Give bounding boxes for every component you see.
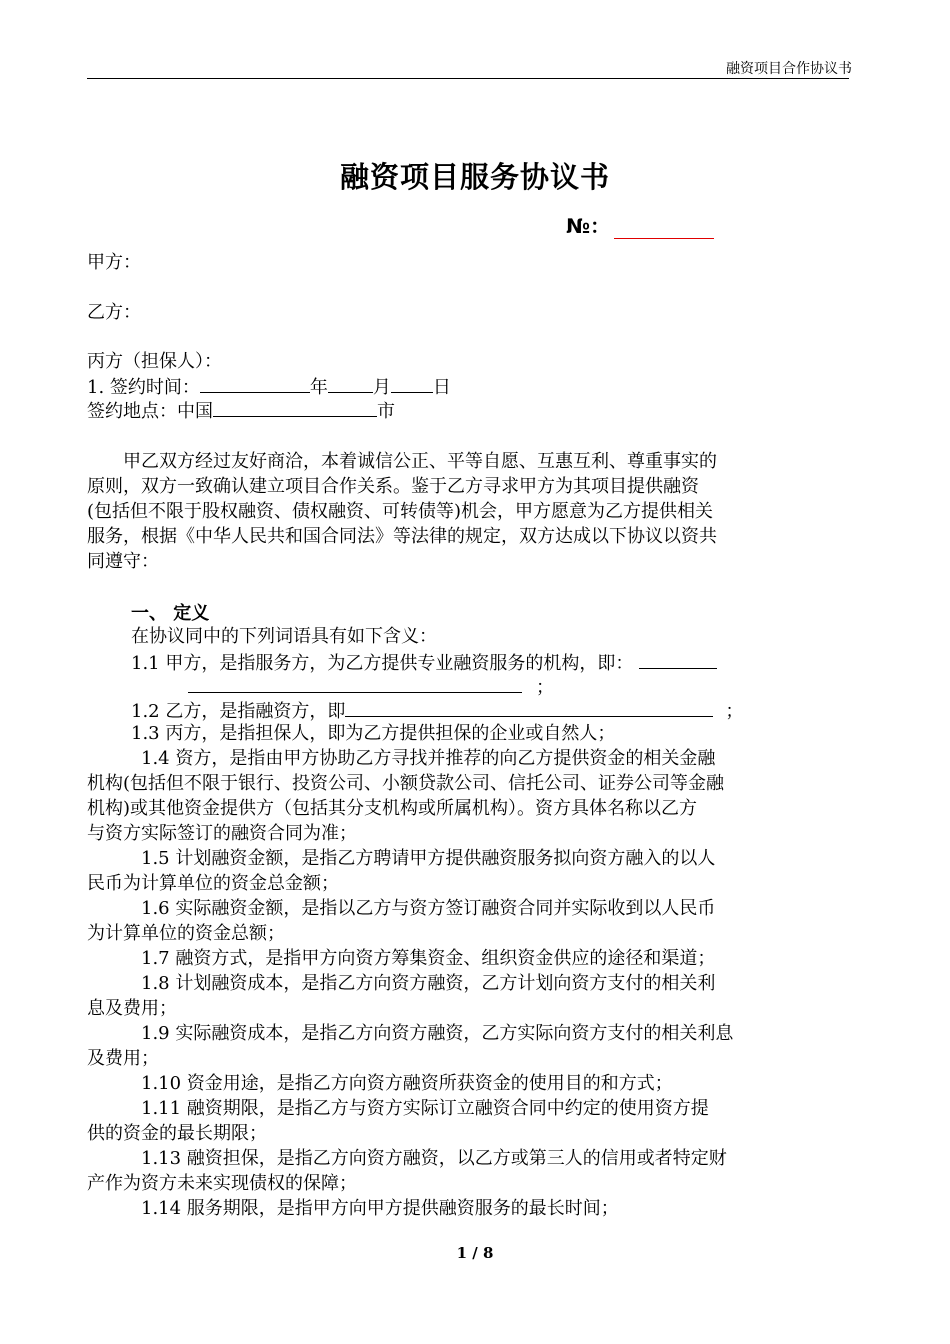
intro-line: 服务，根据《中华人民共和国合同法》等法律的规定，双方达成以下协议以资共 <box>87 526 717 547</box>
definition-1-1-end: ； <box>536 677 554 698</box>
intro-line: (包括但不限于股权融资、债权融资、可转债等)机会，甲方愿意为乙方提供相关 <box>87 501 714 522</box>
definition-1-2-text: 1.2 乙方，是指融资方，即 <box>131 701 346 722</box>
intro-paragraph <box>87 449 849 574</box>
definition-1-1-continued <box>188 674 554 699</box>
definition-line: 产作为资方未来实现债权的保障； <box>87 1173 357 1194</box>
definition-line: 1.13 融资担保，是指乙方向资方融资，以乙方或第三人的信用或者特定财 <box>87 1148 727 1169</box>
definition-1-2-end: ； <box>725 701 744 722</box>
document-number-label: №： <box>566 214 611 238</box>
signing-time-line <box>87 374 451 399</box>
signing-city-blank[interactable] <box>213 398 377 417</box>
signing-day-label: 日 <box>432 377 451 398</box>
signing-day-blank[interactable] <box>391 374 433 393</box>
definition-1-3: 1.3 丙方，是指担保人，即为乙方提供担保的企业或自然人； <box>131 723 616 744</box>
party-b-label: 乙方： <box>87 302 141 323</box>
intro-line: 甲乙双方经过友好商洽，本着诚信公正、平等自愿、互惠互利、尊重事实的 <box>87 451 717 472</box>
document-number <box>566 210 714 239</box>
definition-line: 1.7 融资方式，是指甲方向资方筹集资金、组织资金供应的途径和渠道； <box>87 948 716 969</box>
signing-place-label: 签约地点：中国 <box>87 401 213 422</box>
definition-line: 1.11 融资期限，是指乙方与资方实际订立融资合同中约定的使用资方提 <box>87 1098 709 1119</box>
page-number: 1 / 8 <box>456 1244 494 1262</box>
intro-line: 原则，双方一致确认建立项目合作关系。鉴于乙方寻求甲方为其项目提供融资 <box>87 476 699 497</box>
definition-line: 供的资金的最长期限； <box>87 1123 267 1144</box>
definition-line: 1.9 实际融资成本，是指乙方向资方融资，乙方实际向资方支付的相关利息 <box>87 1023 734 1044</box>
definition-line: 息及费用； <box>87 998 177 1019</box>
document-title: 融资项目服务协议书 <box>339 160 610 194</box>
definitions-body <box>87 746 849 1221</box>
party-a-name-blank[interactable] <box>639 650 717 669</box>
definition-line: 为计算单位的资金总额； <box>87 923 285 944</box>
definition-line: 民币为计算单位的资金总金额； <box>87 873 339 894</box>
definition-line: 1.8 计划融资成本，是指乙方向资方融资，乙方计划向资方支付的相关利 <box>87 973 716 994</box>
party-c-label: 丙方（担保人）： <box>87 351 222 372</box>
signing-month-label: 月 <box>372 377 391 398</box>
document-number-blank[interactable] <box>614 216 714 239</box>
header-divider <box>87 78 849 79</box>
intro-line: 同遵守： <box>87 551 159 572</box>
definition-line: 1.10 资金用途，是指乙方向资方融资所获资金的使用目的和方式； <box>87 1073 673 1094</box>
definition-line: 机构(包括但不限于银行、投资公司、小额贷款公司、信托公司、证券公司等金融 <box>87 773 725 794</box>
definition-line: 机构)或其他资金提供方（包括其分支机构或所属机构）。资方具体名称以乙方 <box>87 798 698 819</box>
signing-time-label: 1. 签约时间： <box>87 377 200 398</box>
definition-line: 1.14 服务期限，是指甲方向甲方提供融资服务的最长时间； <box>87 1198 619 1219</box>
running-header: 融资项目合作协议书 <box>726 61 852 77</box>
definition-1-1 <box>131 650 717 675</box>
definition-1-2 <box>131 698 743 723</box>
definition-line: 与资方实际签订的融资合同为准； <box>87 823 357 844</box>
party-b-name-blank[interactable] <box>345 698 713 717</box>
signing-city-label: 市 <box>377 401 395 422</box>
definition-line: 及费用； <box>87 1048 159 1069</box>
signing-month-blank[interactable] <box>328 374 373 393</box>
definition-line: 1.5 计划融资金额，是指乙方聘请甲方提供融资服务拟向资方融入的以人 <box>87 848 716 869</box>
definition-1-1-text: 1.1 甲方，是指服务方，为乙方提供专业融资服务的机构，即： <box>131 653 634 674</box>
definitions-lead: 在协议同中的下列词语具有如下含义： <box>131 626 437 647</box>
signing-year-blank[interactable] <box>200 374 310 393</box>
signing-place-line <box>87 398 395 423</box>
definition-line: 1.4 资方，是指由甲方协助乙方寻找并推荐的向乙方提供资金的相关金融 <box>87 748 716 769</box>
section-heading: 一、 定义 <box>131 603 210 624</box>
party-a-label: 甲方： <box>87 252 141 273</box>
signing-year-label: 年 <box>309 377 328 398</box>
definition-line: 1.6 实际融资金额，是指以乙方与资方签订融资合同并实际收到以人民币 <box>87 898 716 919</box>
party-a-name-blank-2[interactable] <box>188 674 522 693</box>
